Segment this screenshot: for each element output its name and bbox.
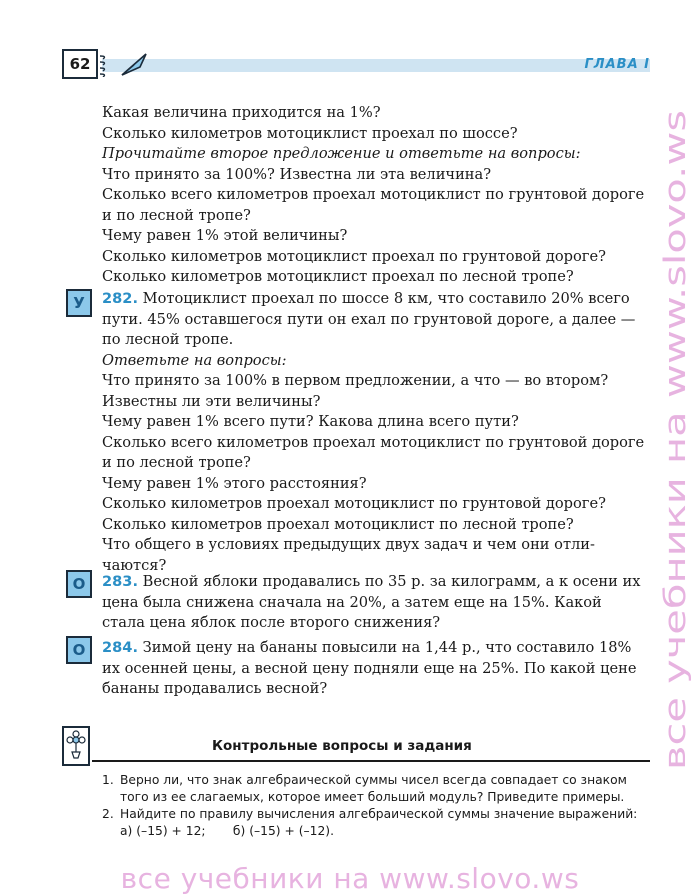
task-text: Зимой цену на бананы повысили на 1,44 р., что составило 18%: [142, 639, 632, 656]
header-stripe: [102, 59, 650, 72]
task-text: по лесной тропе.: [102, 331, 234, 348]
question-line: Сколько километров проехал мотоциклист по грунтовой дороге?: [102, 495, 606, 512]
question-line: Сколько километров проехал мотоциклист по лесной тропе?: [102, 515, 574, 533]
text-line: Сколько километров мотоциклист проехал по грунтовой дороге?: [102, 247, 606, 265]
question-line: Чему равен 1% этого расстояния?: [102, 474, 367, 492]
task-number: 284.: [102, 639, 139, 656]
text-line: Сколько километров мотоциклист проехал по шоссе?: [102, 124, 518, 142]
instruction-line: Ответьте на вопросы:: [102, 351, 287, 369]
watermark-text: все учебники на www.slovo.ws: [658, 309, 692, 770]
question-line: Что общего в условиях предыдущих двух задач и чем они отли-: [102, 536, 595, 553]
list-item: [102, 806, 650, 840]
task-text: цена была снижена сначала на 20%, а затем еще на 15%. Какой: [102, 593, 602, 611]
task-text: стала цена яблок после второго снижения?: [102, 614, 441, 631]
vertical-watermark: [640, 0, 700, 780]
task-text: Весной яблоки продавались по 35 р. за килограмм, а к осени их: [142, 573, 641, 590]
item-number: 2.: [102, 807, 114, 821]
text-line: Что принято за 100%? Известна ли эта величина?: [102, 165, 492, 183]
badge-letter: О: [72, 575, 86, 593]
text-line: Какая величина приходится на 1%?: [102, 104, 381, 121]
task-badge-u: [66, 289, 92, 317]
control-questions: [102, 772, 650, 840]
task-282: [102, 289, 650, 576]
question-line: чаются?: [102, 556, 167, 574]
question-line: и по лесной тропе?: [102, 454, 251, 471]
instruction-line: Прочитайте второе предложение и ответьте на вопросы:: [102, 145, 581, 162]
section-underline: [92, 760, 650, 762]
task-badge-o: [66, 636, 92, 664]
task-number: 283.: [102, 573, 139, 590]
bottom-watermark: все учебники на www.slovo.ws: [120, 862, 580, 895]
section-title: Контрольные вопросы и задания: [212, 738, 472, 754]
question-line: Сколько всего километров проехал мотоциклист по грунтовой дороге: [102, 433, 645, 451]
text-line: Чему равен 1% этой величины?: [102, 227, 348, 244]
task-badge-o: [66, 570, 92, 598]
intro-questions: [102, 103, 650, 288]
item-number: 1.: [102, 773, 114, 787]
text-line: Сколько всего километров проехал мотоциклист по грунтовой дороге: [102, 186, 645, 203]
text-line: и по лесной тропе?: [102, 206, 251, 224]
section-header: [62, 726, 650, 768]
chapter-title: ГЛАВА I: [584, 57, 650, 72]
text-line: Сколько километров мотоциклист проехал по лесной тропе?: [102, 268, 574, 285]
task-text: бананы продавались весной?: [102, 680, 328, 697]
pencil-icon: [120, 51, 148, 77]
task-284: [102, 638, 650, 700]
task-text: Мотоциклист проехал по шоссе 8 км, что составило 20% всего: [142, 290, 630, 307]
list-item: [102, 772, 650, 806]
page-number: 62: [62, 49, 98, 79]
badge-letter: О: [72, 641, 86, 659]
item-text: а) (–15) + 12; б) (–15) + (–12).: [120, 824, 335, 838]
badge-letter: У: [73, 294, 85, 312]
task-283: [102, 572, 650, 634]
task-number: 282.: [102, 290, 139, 307]
task-text: их осенней цены, а весной цену подняли еще на 25%. По какой цене: [102, 659, 637, 677]
spiral-binding-icon: [98, 53, 108, 77]
question-line: Что принято за 100% в первом предложении, а что — во втором?: [102, 372, 609, 389]
task-text: пути. 45% оставшегося пути он ехал по грунтовой дороге, а далее —: [102, 310, 636, 328]
item-text: Найдите по правилу вычисления алгебраической суммы значение выражений:: [120, 807, 638, 821]
item-text: того из ее слагаемых, которое имеет больший модуль? Приведите примеры.: [120, 790, 625, 804]
page-header: [62, 49, 650, 81]
question-line: Чему равен 1% всего пути? Какова длина всего пути?: [102, 413, 519, 430]
flower-icon: [62, 726, 90, 766]
item-text: Верно ли, что знак алгебраической суммы чисел всегда совпадает со знаком: [120, 773, 627, 787]
question-line: Известны ли эти величины?: [102, 392, 321, 410]
